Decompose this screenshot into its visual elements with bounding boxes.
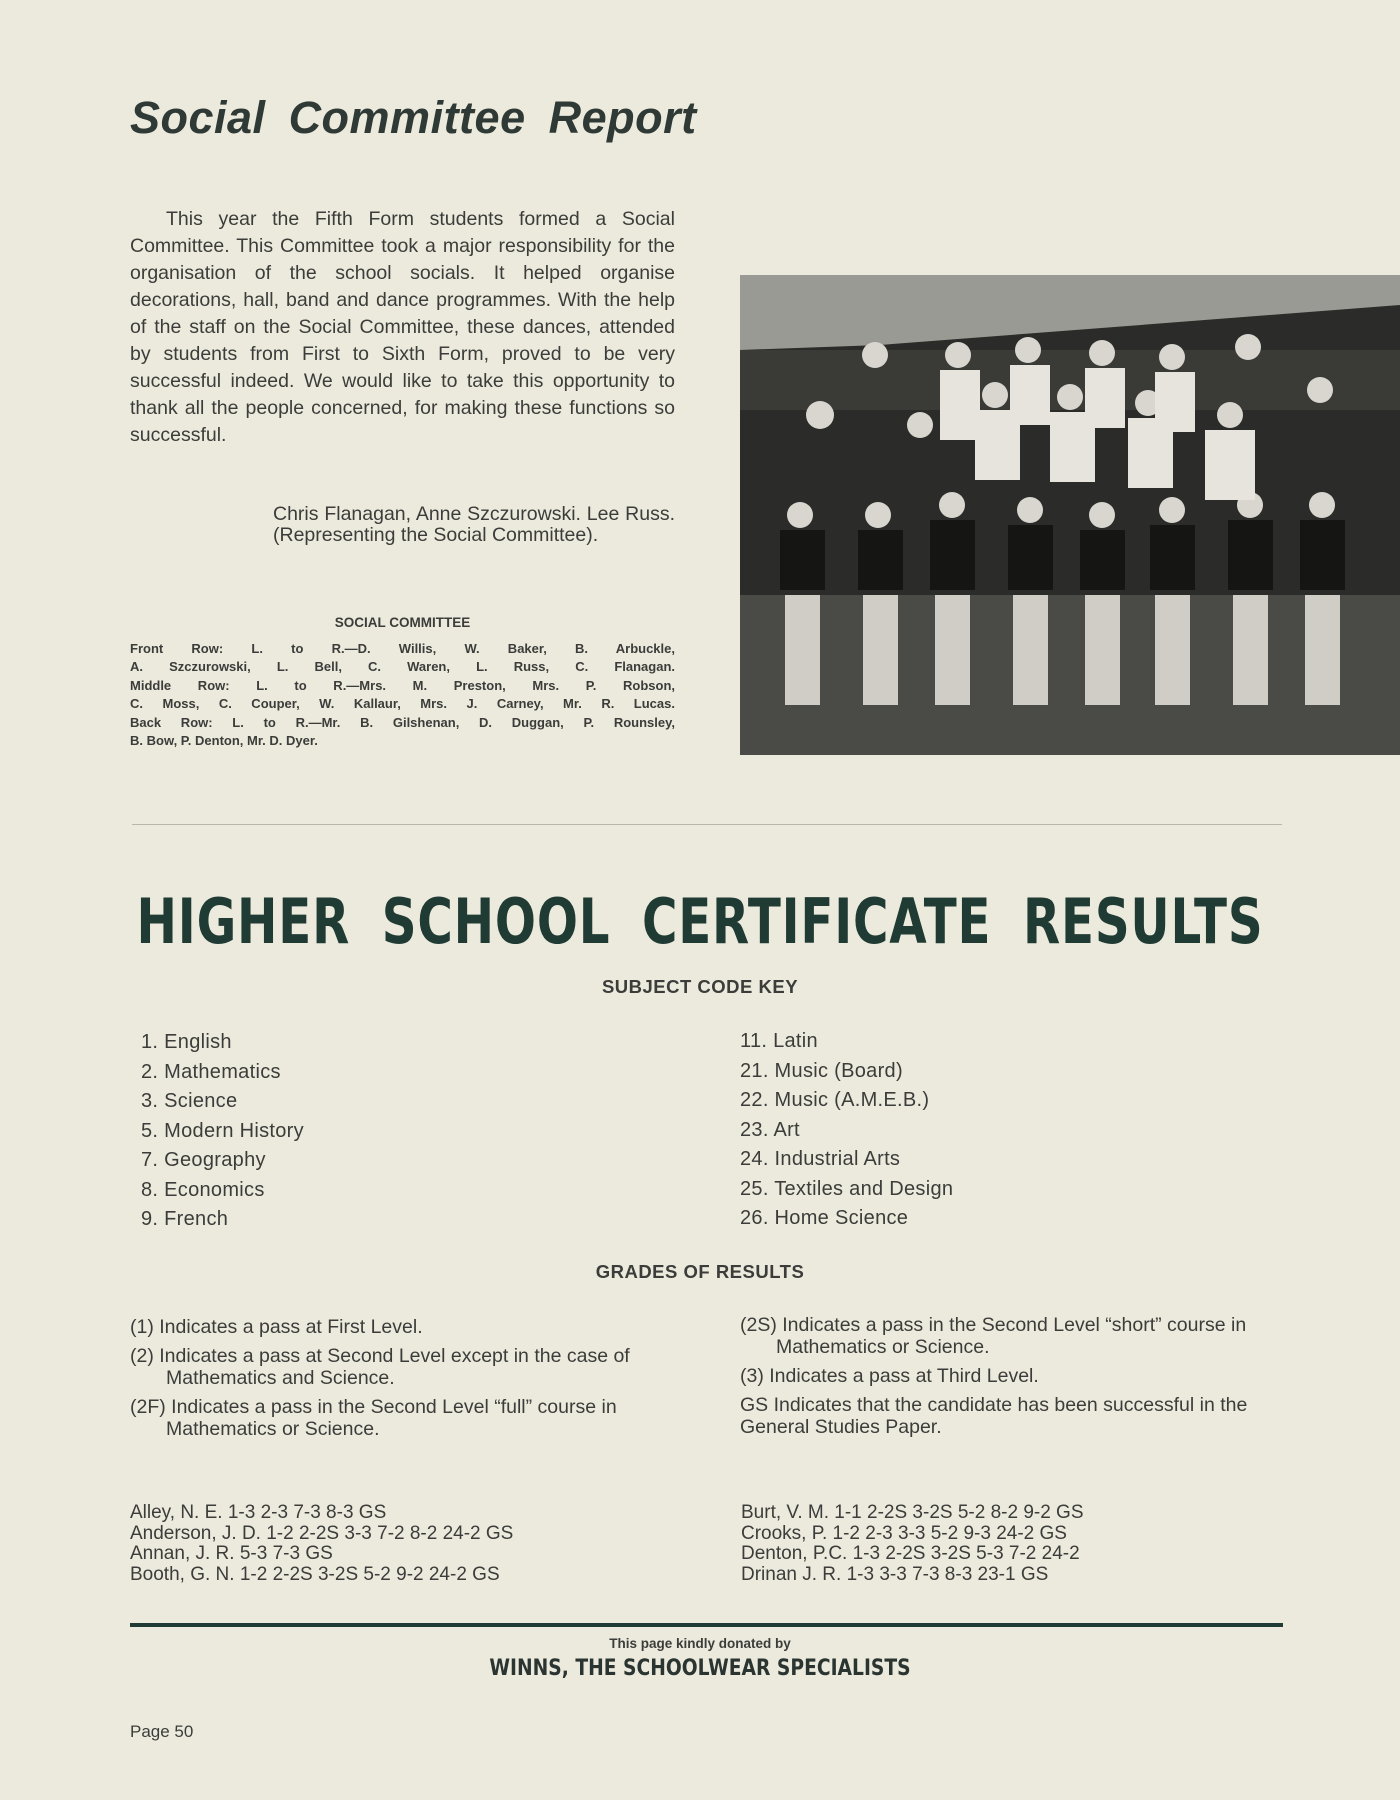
result-row: Booth, G. N. 1-2 2-2S 3-2S 5-2 9-2 24-2 GS <box>130 1563 500 1585</box>
subject-item: 23. Art <box>740 1118 800 1141</box>
subject-item: 1. English <box>141 1031 232 1053</box>
page-number: Page 50 <box>130 1722 194 1741</box>
grade-item: (2F) Indicates a pass in the Second Level “full” course in Mathematics or Science. <box>130 1396 617 1440</box>
donation-note: This page kindly donated by <box>609 1636 791 1651</box>
grade-item: (1) Indicates a pass at First Level. <box>130 1316 423 1338</box>
subject-key-heading: SUBJECT CODE KEY <box>601 976 799 997</box>
subject-item: 2. Mathematics <box>141 1060 281 1083</box>
hsc-title: HIGHER SCHOOL CERTIFICATE RESULTS <box>136 885 1264 958</box>
subject-list-right <box>740 1027 953 1234</box>
grade-item: (2) Indicates a pass at Second Level except in the case of Mathematics and Science. <box>130 1345 630 1389</box>
grades-heading: GRADES OF RESULTS <box>595 1261 805 1282</box>
grade-item: (2S) Indicates a pass in the Second Level “short” course in Mathematics or Science. <box>740 1314 1247 1358</box>
results-left <box>130 1503 513 1585</box>
group-photo <box>740 275 1400 755</box>
subject-item: 21. Music (Board) <box>740 1059 903 1082</box>
results-right <box>741 1503 1084 1585</box>
section-divider <box>132 824 1282 825</box>
subject-item: 3. Science <box>141 1090 238 1112</box>
result-row: Drinan J. R. 1-3 3-3 7-3 8-3 23-1 GS <box>741 1563 1049 1585</box>
footer-rule <box>130 1623 1283 1627</box>
grades-right <box>740 1314 1280 1445</box>
caption-heading: SOCIAL COMMITTEE <box>334 615 471 630</box>
result-row: Anderson, J. D. 1-2 2-2S 3-3 7-2 8-2 24-2 GS <box>130 1522 514 1544</box>
caption-line: B. Bow, P. Denton, Mr. D. Dyer. <box>130 733 318 749</box>
subject-item: 7. Geography <box>141 1149 266 1171</box>
grade-item: GS Indicates that the candidate has been successful in the General Studies Paper. <box>740 1394 1248 1438</box>
caption-line: Back Row: L. to R.—Mr. B. Gilshenan, D. Duggan, P. Rounsley, <box>130 714 675 730</box>
article-signature: Chris Flanagan, Anne Szczurowski. Lee Russ. (Representing the Social Committee). <box>273 503 675 546</box>
result-row: Crooks, P. 1-2 2-3 3-3 5-2 9-3 24-2 GS <box>741 1522 1067 1544</box>
caption-line: Front Row: L. to R.—D. Willis, W. Baker, B. Arbuckle, <box>130 641 675 656</box>
grade-item: (3) Indicates a pass at Third Level. <box>740 1365 1039 1387</box>
subject-item: 22. Music (A.M.E.B.) <box>740 1089 930 1111</box>
subject-item: 25. Textiles and Design <box>740 1177 954 1200</box>
subject-item: 5. Modern History <box>141 1119 304 1142</box>
grades-left <box>130 1316 670 1447</box>
article-title: Social Committee Report <box>130 92 697 143</box>
result-row: Burt, V. M. 1-1 2-2S 3-2S 5-2 8-2 9-2 GS <box>741 1502 1084 1523</box>
result-row: Denton, P.C. 1-3 2-2S 3-2S 5-3 7-2 24-2 <box>741 1543 1080 1564</box>
article-body: This year the Fifth Form students formed a Social Committee. This Committee took a major responsibility for the organisation of the school socials. It helped organise decorations, hall, band and dance programmes. With the help of the staff on the Social Committee, these dances, attended by students from First to Sixth Form, proved to be very successful indeed. We would like to take this opportunity to thank all the people concerned, for making these functions so successful. <box>130 208 675 446</box>
caption-line: Middle Row: L. to R.—Mrs. M. Preston, Mrs. P. Robson, <box>130 677 675 693</box>
subject-list-left <box>141 1028 304 1235</box>
result-row: Alley, N. E. 1-3 2-3 7-3 8-3 GS <box>130 1502 387 1523</box>
subject-item: 24. Industrial Arts <box>740 1148 901 1170</box>
photo-caption <box>130 640 675 750</box>
result-row: Annan, J. R. 5-3 7-3 GS <box>130 1543 333 1564</box>
subject-item: 9. French <box>141 1208 229 1230</box>
subject-item: 26. Home Science <box>740 1207 909 1229</box>
subject-item: 11. Latin <box>740 1030 818 1052</box>
caption-line: C. Moss, C. Couper, W. Kallaur, Mrs. J. Carney, Mr. R. Lucas. <box>130 696 675 712</box>
caption-line: A. Szczurowski, L. Bell, C. Waren, L. Russ, C. Flanagan. <box>130 659 675 675</box>
sponsor-name: WINNS, THE SCHOOLWEAR SPECIALISTS <box>489 1656 911 1681</box>
subject-item: 8. Economics <box>141 1178 265 1201</box>
